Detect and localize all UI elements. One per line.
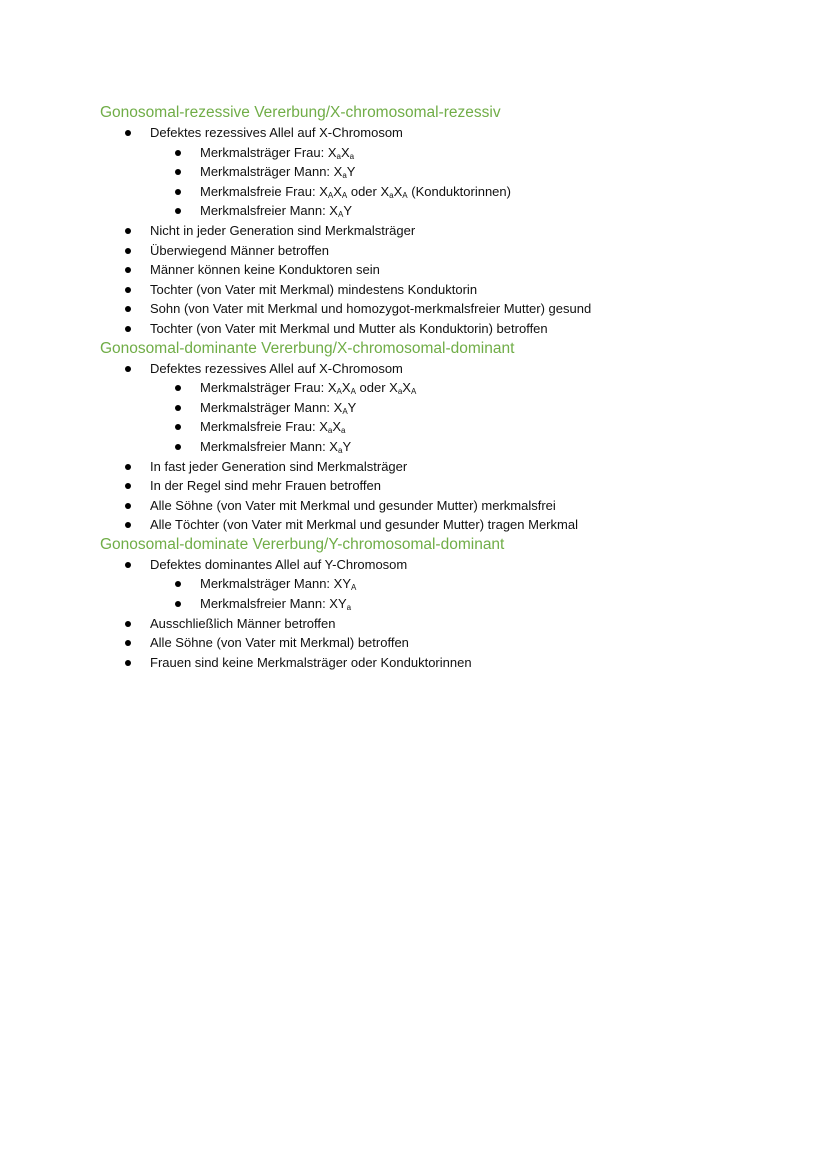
text-segment: Merkmalsfreier Mann: X — [200, 203, 338, 219]
list-item — [100, 457, 800, 477]
text-segment: Merkmalsträger Mann: XY — [200, 576, 351, 592]
bullet-icon — [125, 306, 131, 312]
bullet-icon — [125, 366, 131, 372]
bullet-icon — [175, 169, 181, 175]
list-item-text — [200, 596, 351, 611]
subscript-text: A — [402, 190, 408, 200]
bullet-icon — [125, 248, 131, 254]
list-item — [100, 280, 800, 300]
text-segment: Tochter (von Vater mit Merkmal) mindestens Konduktorin — [150, 281, 478, 297]
list-item-text — [200, 400, 356, 415]
text-segment: Sohn (von Vater mit Merkmal und homozygot-merkmalsfreier Mutter) gesund — [150, 301, 592, 317]
bullet-icon — [175, 189, 181, 195]
bullet-icon — [125, 503, 131, 509]
subscript-text: A — [351, 583, 357, 593]
sub-list-item — [150, 182, 800, 202]
subscript-text: A — [327, 190, 334, 200]
bullet-icon — [125, 640, 131, 646]
bullet-icon — [175, 208, 181, 214]
list-item-text — [200, 203, 352, 218]
list-item-text — [200, 380, 416, 395]
sub-list-item — [150, 417, 800, 437]
list-item — [100, 515, 800, 535]
sub-list-item — [150, 574, 800, 594]
bullet-icon — [125, 130, 131, 136]
list-item — [100, 221, 800, 241]
list-item-text — [200, 145, 354, 160]
section-heading: Gonosomal-dominante Vererbung/X-chromosomal-dominant — [100, 339, 515, 357]
list-item — [100, 614, 800, 634]
bullet-icon — [125, 660, 131, 666]
subscript-text: a — [342, 171, 347, 181]
text-segment: Ausschließlich Männer betroffen — [150, 615, 336, 631]
text-segment: Alle Söhne (von Vater mit Merkmal) betroffen — [150, 635, 409, 651]
sub-list-item — [150, 378, 800, 398]
list-item-text — [150, 243, 329, 258]
list-item — [100, 476, 800, 496]
text-segment: oder X — [355, 380, 398, 396]
sub-list — [150, 574, 800, 613]
subscript-text: a — [349, 151, 355, 161]
text-segment: Defektes dominantes Allel auf Y-Chromosom — [150, 556, 408, 572]
list-item-text — [150, 282, 477, 297]
bullet-icon — [175, 444, 181, 450]
section-heading: Gonosomal-rezessive Vererbung/X-chromosomal-rezessiv — [100, 104, 501, 121]
list-item — [100, 653, 800, 673]
bullet-icon — [175, 601, 181, 607]
sub-list-item — [150, 437, 800, 457]
bullet-icon — [125, 621, 131, 627]
list-item — [100, 496, 800, 516]
bullet-icon — [125, 483, 131, 489]
bullet-list — [100, 123, 800, 339]
text-segment: Y — [346, 164, 356, 180]
text-segment: Frauen sind keine Merkmalsträger oder Konduktorinnen — [150, 654, 472, 670]
bullet-icon — [125, 464, 131, 470]
bullet-icon — [175, 405, 181, 411]
text-segment: In der Regel sind mehr Frauen betroffen — [150, 478, 382, 494]
text-segment: Defektes rezessives Allel auf X-Chromosom — [150, 125, 403, 140]
text-segment: Männer können keine Konduktoren sein — [150, 262, 380, 278]
sub-list — [150, 378, 800, 456]
text-segment: (Konduktorinnen) — [407, 183, 511, 199]
list-item — [100, 123, 800, 143]
bullet-icon — [175, 150, 181, 156]
text-segment: Defektes rezessives Allel auf X-Chromosom — [150, 360, 403, 376]
text-segment: X — [341, 144, 350, 160]
list-item-text — [200, 576, 356, 591]
subscript-text: a — [346, 603, 352, 613]
bullet-icon — [125, 267, 131, 273]
text-segment: Merkmalsträger Mann: X — [200, 399, 343, 415]
sub-list-container — [100, 143, 800, 221]
list-item-text — [200, 184, 511, 199]
text-segment: X — [393, 183, 403, 199]
list-item-text — [150, 557, 407, 572]
list-item — [100, 633, 800, 653]
section — [100, 535, 800, 673]
subscript-text: a — [336, 151, 341, 161]
text-segment: Merkmalsfreier Mann: X — [200, 438, 338, 454]
bullet-icon — [125, 287, 131, 293]
text-segment: Y — [343, 203, 352, 219]
text-segment: Merkmalsträger Frau: X — [200, 380, 337, 396]
text-segment: Tochter (von Vater mit Merkmal und Mutter als Konduktorin) betroffen — [150, 320, 548, 336]
text-segment: oder X — [347, 183, 390, 199]
sub-list-item — [150, 201, 800, 221]
text-segment: Alle Söhne (von Vater mit Merkmal und gesunder Mutter) merkmalsfrei — [150, 497, 556, 513]
text-segment: X — [402, 380, 411, 396]
text-segment: X — [333, 183, 342, 199]
subscript-text: a — [327, 426, 333, 436]
subscript-text: a — [337, 445, 343, 455]
list-item-text — [150, 616, 335, 631]
bullet-icon — [125, 228, 131, 234]
list-item-text — [200, 439, 351, 454]
subscript-text: A — [337, 210, 344, 220]
subscript-text: A — [350, 387, 356, 397]
list-item-text — [150, 301, 591, 316]
text-segment: Y — [347, 399, 357, 415]
bullet-icon — [125, 562, 131, 568]
section-heading: Gonosomal-dominate Vererbung/Y-chromosomal-dominant — [100, 535, 505, 553]
list-item-text — [150, 517, 578, 532]
text-segment: X — [341, 380, 351, 396]
sub-list — [150, 143, 800, 221]
text-segment: Alle Töchter (von Vater mit Merkmal und gesunder Mutter) tragen Merkmal — [150, 517, 578, 533]
text-segment: Überwiegend Männer betroffen — [150, 242, 329, 258]
subscript-text: A — [341, 190, 348, 200]
text-segment: Nicht in jeder Generation sind Merkmalsträger — [150, 222, 416, 238]
subscript-text: A — [410, 387, 417, 397]
list-item-text — [150, 223, 415, 238]
list-item — [100, 260, 800, 280]
list-item-text — [200, 419, 345, 434]
sub-list-item — [150, 594, 800, 614]
list-item-text — [150, 655, 472, 670]
sub-list-item — [150, 398, 800, 418]
list-item — [100, 319, 800, 339]
list-item-text — [150, 125, 403, 140]
text-segment: In fast jeder Generation sind Merkmalsträger — [150, 458, 408, 474]
list-item-text — [150, 361, 403, 376]
list-item-text — [150, 321, 548, 336]
subscript-text: a — [341, 426, 346, 436]
list-item — [100, 299, 800, 319]
bullet-icon — [175, 385, 181, 391]
list-item-text — [150, 478, 381, 493]
list-item-text — [150, 459, 407, 474]
subscript-text: A — [336, 387, 342, 397]
subscript-text: A — [342, 406, 348, 416]
text-segment: Y — [342, 438, 352, 454]
text-segment: Merkmalsträger Frau: X — [200, 144, 337, 160]
list-item-text — [150, 635, 409, 650]
subscript-text: a — [397, 387, 403, 397]
list-item — [100, 241, 800, 261]
bullet-icon — [125, 326, 131, 332]
sub-list-item — [150, 162, 800, 182]
sub-list-container — [100, 574, 800, 613]
bullet-list — [100, 359, 800, 535]
text-segment: Merkmalsträger Mann: X — [200, 164, 343, 180]
sub-list-container — [100, 378, 800, 456]
section — [100, 103, 800, 339]
text-segment: X — [332, 419, 341, 435]
list-item — [100, 359, 800, 379]
subscript-text: a — [389, 190, 394, 200]
sub-list-item — [150, 143, 800, 163]
bullet-icon — [175, 581, 181, 587]
text-segment: Merkmalsfreier Mann: XY — [200, 596, 347, 612]
list-item-text — [200, 164, 355, 179]
document-content — [100, 103, 800, 672]
list-item-text — [150, 262, 380, 277]
text-segment: Merkmalsfreie Frau: X — [200, 183, 328, 199]
bullet-list — [100, 555, 800, 673]
bullet-icon — [125, 522, 131, 528]
list-item — [100, 555, 800, 575]
bullet-icon — [175, 424, 181, 430]
list-item-text — [150, 498, 556, 513]
section — [100, 339, 800, 535]
text-segment: Merkmalsfreie Frau: X — [200, 419, 328, 435]
